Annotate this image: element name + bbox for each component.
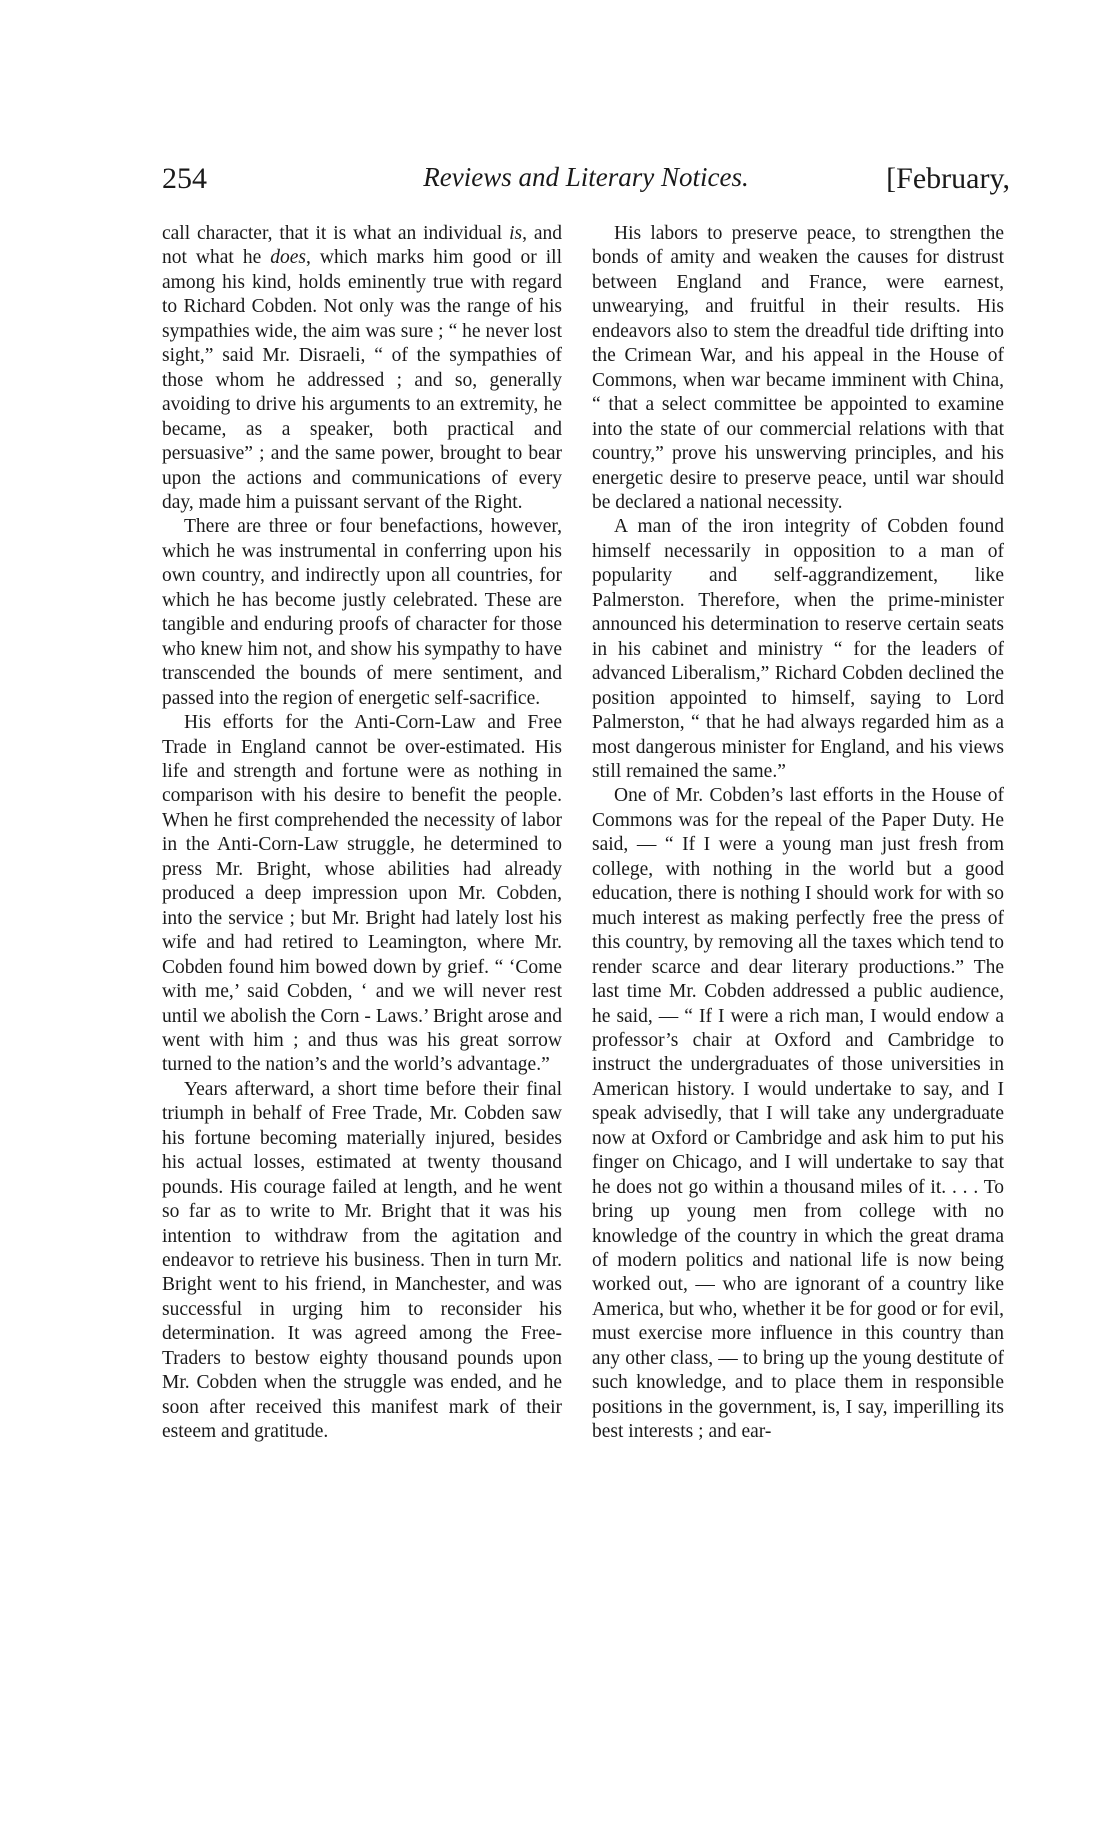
- paragraph: His efforts for the Anti-Corn-Law and Free Trade in England cannot be over-estimated. His life and strength and fortune were as nothing in comparison with his desire to benefit the people. When he first comprehended the necessity of labor in the Anti-Corn-Law struggle, he determined to press Mr. Bright, whose abilities had already produced a deep impression upon Mr. Cobden, into the service ; but Mr. Bright had lately lost his wife and had retired to Leamington, where Mr. Cobden found him bowed down by grief. “ ‘Come with me,’ said Cobden, ‘ and we will never rest until we abolish the Corn - Laws.’ Bright arose and went with him ; and thus was his great sorrow turned to the nation’s and the world’s advantage.”: [162, 712, 562, 1076]
- page-number: 254: [162, 162, 207, 195]
- left-column: [162, 222, 562, 1445]
- right-column: [592, 222, 1004, 1445]
- paragraph: One of Mr. Cobden’s last efforts in the House of Commons was for the repeal of the Paper Duty. He said, — “ If I were a young man just fresh from college, with nothing in the world but a good education, there is nothing I should work for with so much interest as making perfectly free the press of this country, by removing all the taxes which tend to render scarce and dear literary productions.” The last time Mr. Cobden addressed a public audience, he said, — “ If I were a rich man, I would endow a professor’s chair at Oxford and Cambridge to instruct the undergraduates of those universities in American history. I would undertake to say, and I speak advisedly, that I will take any undergraduate now at Oxford or Cambridge and ask him to put his finger on Chicago, and I will undertake to say that he does not go within a thousand miles of it. . . . To bring up young men from college with no knowledge of the country in which the great drama of modern politics and national life is now being worked out, — who are ignorant of a country like America, but who, whether it be for good or for evil, must exercise more influence in this country than any other class, — to bring up the young destitute of such knowledge, and to place them in responsible positions in the government, is, I say, imperilling its best interests ; and ear-: [592, 785, 1004, 1443]
- running-title: Reviews and Literary Notices.: [423, 162, 749, 192]
- page-header: [162, 162, 1010, 206]
- paragraph: call character, that it is what an individual is, and not what he does, which marks him good or ill among his kind, holds eminently true with regard to Richard Cobden. Not only was the range of his sympathies wide, the aim was sure ; “ he never lost sight,” said Mr. Disraeli, “ of the sympathies of those whom he addressed ; and so, generally avoiding to drive his arguments to an extremity, he became, as a speaker, both practical and persuasive” ; and the same power, brought to bear upon the actions and communications of every day, made him a puissant servant of the Right.: [162, 223, 563, 513]
- paragraph: His labors to preserve peace, to strengthen the bonds of amity and weaken the causes for distrust between England and France, were earnest, unwearying, and fruitful in their results. His endeavors also to stem the dreadful tide drifting into the Crimean War, and his appeal in the House of Commons, when war became imminent with China, “ that a select committee be appointed to examine into the state of our commercial relations with that country,” prove his unswerving principles, and his energetic desire to preserve peace, until war should be declared a national necessity.: [592, 223, 1004, 513]
- paragraph: There are three or four benefactions, however, which he was instrumental in conferring upon his own country, and indirectly upon all countries, for which he has become justly celebrated. These are tangible and enduring proofs of character for those who knew him not, and show his sympathy to have transcended the bounds of mere sentiment, and passed into the region of energetic self-sacrifice.: [162, 516, 562, 709]
- issue-month: [February,: [886, 162, 1010, 195]
- paragraph: Years afterward, a short time before their final triumph in behalf of Free Trade, Mr. Cobden saw his fortune becoming materially injured, besides his actual losses, estimated at twenty thousand pounds. His courage failed at length, and he went so far as to write to Mr. Bright that it was his intention to withdraw from the agitation and endeavor to retrieve his business. Then in turn Mr. Bright went to his friend, in Manchester, and was successful in urging him to reconsider his determination. It was agreed among the Free-Traders to bestow eighty thousand pounds upon Mr. Cobden when the struggle was ended, and he soon after received this manifest mark of their esteem and gratitude.: [162, 1078, 562, 1443]
- paragraph: A man of the iron integrity of Cobden found himself necessarily in opposition to a man of popularity and self-aggrandizement, like Palmerston. Therefore, when the prime-minister announced his determination to reserve certain seats in his cabinet and ministry “ for the leaders of advanced Liberalism,” Richard Cobden declined the position appointed to himself, saying to Lord Palmerston, “ that he had always regarded him as a most dangerous minister for England, and his views still remained the same.”: [592, 516, 1004, 782]
